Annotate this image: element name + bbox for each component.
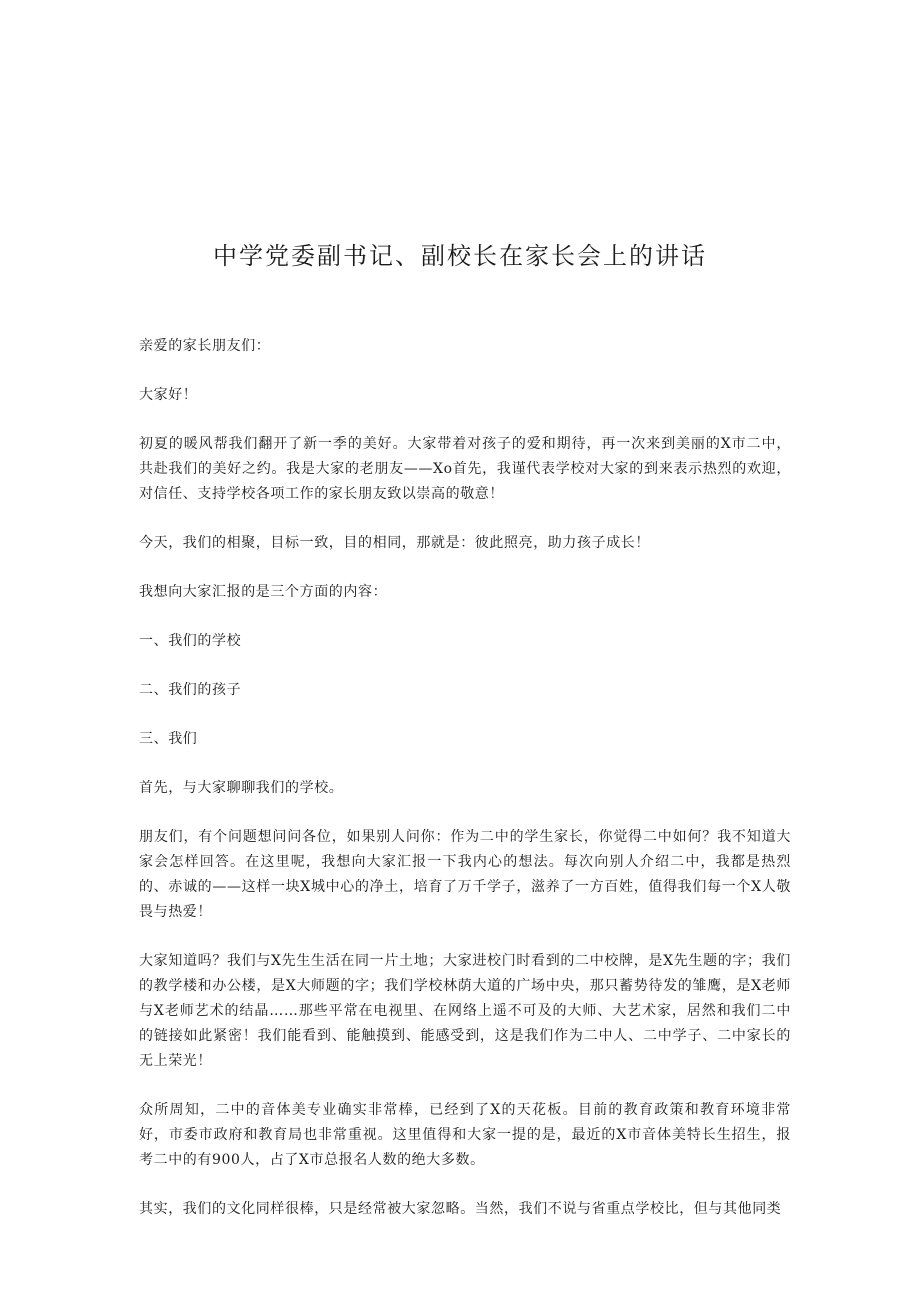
agenda-item-2: 二、我们的孩子 [139,682,242,698]
agenda-item-1: 一、我们的学校 [139,633,242,649]
section-intro: 首先，与大家聊聊我们的学校。 [139,780,344,796]
agenda-intro: 我想向大家汇报的是三个方面的内容： [139,584,388,600]
body-paragraph: 其实，我们的文化同样很棒，只是经常被大家忽略。当然，我们不说与省重点学校比，但与其他同类 [139,1201,782,1217]
body-paragraph: 大家知道吗？我们与X先生生活在同一片土地；大家进校门时看到的二中校牌，是X先生题的字；我们的教学楼和办公楼，是X大师题的字；我们学校林荫大道的广场中央，那只蓄势待发的雏鹰，是X老师与X老师艺术的结晶……那些平常在电视里、在网络上遥不可及的大师、大艺术家，居然和我们二中的链接如此紧密！我们能看到、能触摸到、能感受到，这是我们作为二中人、二中学子、二中家长的无上荣光！ [139,953,791,1069]
agenda-item-3: 三、我们 [139,731,198,747]
theme-paragraph: 今天，我们的相聚，目标一致，目的相同，那就是：彼此照亮，助力孩子成长！ [139,535,650,551]
body-paragraph: 众所周知，二中的音体美专业确实非常棒，已经到了X的天花板。目前的教育政策和教育环境非常好，市委市政府和教育局也非常重视。这里值得和大家一提的是，最近的X市音体美特长生招生，报考二中的有900人，占了X市总报名人数的绝大多数。 [139,1102,791,1168]
body-paragraph: 朋友们，有个问题想问问各位，如果别人问你：作为二中的学生家长，你觉得二中如何？我不知道大家会怎样回答。在这里呢，我想向大家汇报一下我内心的想法。每次向别人介绍二中，我都是热烈的、赤诚的——这样一块X城中心的净土，培育了万千学子，滋养了一方百姓，值得我们每一个X人敬畏与热爱！ [139,829,791,920]
greeting: 大家好！ [139,387,198,403]
document-body [139,334,791,1246]
page-title: 中学党委副书记、副校长在家长会上的讲话 [213,242,707,270]
salutation: 亲爱的家长朋友们： [139,338,271,354]
opening-paragraph: 初夏的暖风帮我们翻开了新一季的美好。大家带着对孩子的爱和期待，再一次来到美丽的X市二中，共赴我们的美好之约。我是大家的老朋友——Xo首先，我谨代表学校对大家的到来表示热烈的欢迎，对信任、支持学校各项工作的家长朋友致以崇高的敬意！ [139,436,791,502]
